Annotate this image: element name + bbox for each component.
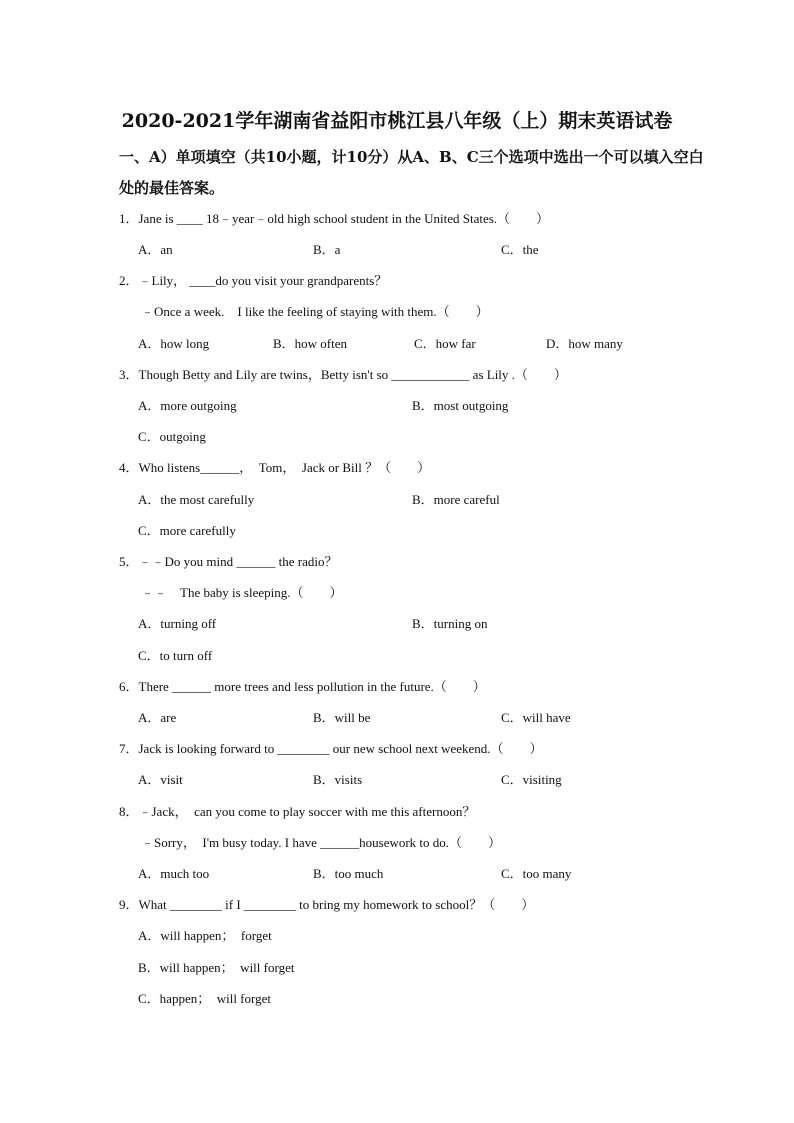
question-4: 4．Who listens______， Tom， Jack or Bill ？（ ） [119, 460, 431, 475]
q1-option-c: C．the [501, 242, 539, 257]
q6-option-a: A．are [138, 710, 177, 725]
q8-option-a: A．much too [138, 866, 210, 881]
question-8-dialogue: ﹣Sorry， I'm busy today. I have ______housework to do.（ ） [141, 835, 502, 850]
question-9: 9．What ________ if I ________ to bring my homework to school？（ ） [119, 897, 535, 912]
question-1: 1．Jane is ____ 18﹣year﹣old high school student in the United States.（ ） [119, 211, 550, 226]
question-5-dialogue: ﹣﹣ The baby is sleeping.（ ） [141, 585, 343, 600]
question-3: 3．Though Betty and Lily are twins，Betty isn't so ____________ as Lily .（ ） [119, 367, 567, 382]
page-title: 2020-2021学年湖南省益阳市桃江县八年级（上）期末英语试卷 [121, 110, 673, 132]
q2-option-a: A．how long [138, 336, 210, 351]
section-heading-cont: 处的最佳答案。 [119, 179, 225, 197]
question-2-dialogue: ﹣Once a week. I like the feeling of staying with them.（ ） [141, 304, 489, 319]
q6-option-c: C．will have [501, 710, 571, 725]
question-7: 7．Jack is looking forward to ________ our new school next weekend.（ ） [119, 741, 543, 756]
q7-option-c: C．visiting [501, 772, 562, 787]
q3-option-a: A．more outgoing [138, 398, 237, 413]
q4-option-a: A．the most carefully [138, 492, 255, 507]
q4-option-c: C．more carefully [138, 523, 236, 538]
q4-option-b: B．more careful [412, 492, 500, 507]
q5-option-b: B．turning on [412, 616, 488, 631]
question-5: 5．﹣﹣Do you mind ______ the radio？ [119, 554, 338, 569]
q7-option-a: A．visit [138, 772, 183, 787]
q7-option-b: B．visits [313, 772, 363, 787]
q8-option-c: C．too many [501, 866, 572, 881]
q2-option-b: B．how often [273, 336, 348, 351]
q9-option-b: B．will happen； will forget [138, 960, 295, 975]
q6-option-b: B．will be [313, 710, 371, 725]
q2-option-d: D．how many [546, 336, 623, 351]
q9-option-a: A．will happen； forget [138, 928, 272, 943]
q5-option-c: C．to turn off [138, 648, 213, 663]
question-2: 2．﹣Lily， ____do you visit your grandparents？ [119, 273, 388, 288]
q3-option-c: C．outgoing [138, 429, 206, 444]
q9-option-c: C．happen； will forget [138, 991, 271, 1006]
q5-option-a: A．turning off [138, 616, 217, 631]
question-8: 8．﹣Jack， can you come to play soccer with me this afternoon？ [119, 804, 476, 819]
section-heading: 一、A）单项填空（共10小题，计10分）从A、B、C三个选项中选出一个可以填入空白 [119, 148, 704, 166]
question-6: 6．There ______ more trees and less pollution in the future.（ ） [119, 679, 486, 694]
q3-option-b: B．most outgoing [412, 398, 509, 413]
q1-option-b: B．a [313, 242, 341, 257]
q8-option-b: B．too much [313, 866, 384, 881]
q2-option-c: C．how far [414, 336, 476, 351]
q1-option-a: A．an [138, 242, 173, 257]
